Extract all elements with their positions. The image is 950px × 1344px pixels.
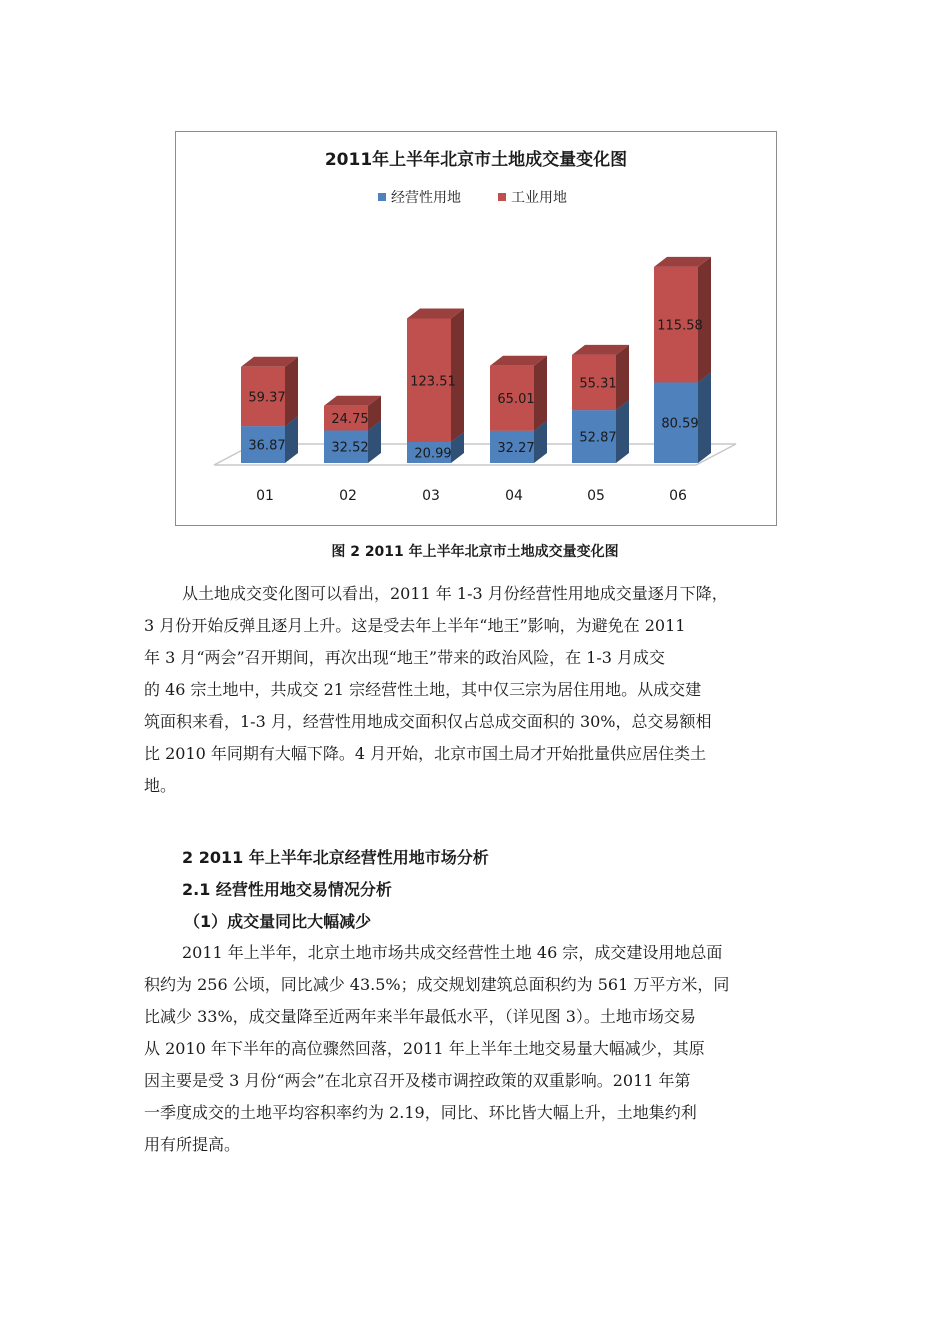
paragraph-line: 的 46 宗土地中，共成交 21 宗经营性土地，其中仅三宗为居住用地。从成交建 <box>144 680 702 699</box>
paragraph-line: 2011 年上半年，北京土地市场共成交经营性土地 46 宗，成交建设用地总面 <box>182 943 723 962</box>
x-tick-label: 01 <box>256 488 274 504</box>
chart-title: 2011年上半年北京市土地成交量变化图 <box>324 150 628 170</box>
paragraph-line: 比 2010 年同期有大幅下降。4 月开始，北京市国土局才开始批量供应居住类土 <box>144 744 707 763</box>
bar-segment-industrial <box>572 345 629 410</box>
chart-bars <box>241 257 711 463</box>
bar-segment-industrial <box>407 309 464 443</box>
paragraph-1 <box>144 578 806 802</box>
paragraph-line: 从 2010 年下半年的高位骤然回落，2011 年上半年土地交易量大幅减少，其原 <box>144 1039 705 1058</box>
x-tick-label: 02 <box>339 488 357 504</box>
paragraph-line: 比减少 33%，成交量降至近两年来半年最低水平，（详见图 3）。土地市场交易 <box>144 1007 696 1026</box>
bar-segment-industrial <box>241 357 298 426</box>
data-label: 32.52 <box>331 440 369 456</box>
legend-swatch-business <box>378 193 386 201</box>
data-label: 24.75 <box>331 412 369 428</box>
paragraph-line: 年 3 月“两会”召开期间，再次出现“地王”带来的政治风险，在 1-3 月成交 <box>144 648 666 667</box>
paragraph-line: 地。 <box>144 776 177 795</box>
paragraph-line: 用有所提高。 <box>144 1135 241 1154</box>
data-label: 65.01 <box>497 392 535 408</box>
legend-label-industrial: 工业用地 <box>511 190 567 206</box>
paragraph-line: 一季度成交的土地平均容积率约为 2.19，同比、环比皆大幅上升，土地集约利 <box>144 1103 697 1122</box>
data-label: 52.87 <box>579 430 617 446</box>
section-heading-2-1: 2.1 经营性用地交易情况分析 <box>182 880 392 899</box>
legend-swatch-industrial <box>498 193 506 201</box>
data-label: 36.87 <box>248 438 286 454</box>
paragraph-line: 从土地成交变化图可以看出，2011 年 1-3 月份经营性用地成交量逐月下降， <box>182 584 728 603</box>
bar-side <box>616 345 629 410</box>
bar-side <box>534 356 547 431</box>
figure-caption: 图 2 2011 年上半年北京市土地成交量变化图 <box>331 544 619 560</box>
bar-side <box>698 372 711 463</box>
chart-legend <box>378 189 567 206</box>
bar-segment-business <box>654 372 711 463</box>
chart-frame <box>175 131 777 526</box>
stacked-bar-chart <box>176 132 776 525</box>
data-label: 115.58 <box>657 318 703 334</box>
data-label: 80.59 <box>661 416 699 432</box>
legend-label-business: 经营性用地 <box>391 190 461 206</box>
bar-segment-industrial <box>490 356 547 431</box>
data-label: 20.99 <box>414 446 452 462</box>
paragraph-line: 因主要是受 3 月份“两会”在北京召开及楼市调控政策的双重影响。2011 年第 <box>144 1071 691 1090</box>
bar-segment-industrial <box>324 396 381 431</box>
x-axis-labels <box>256 488 687 504</box>
paragraph-2 <box>144 937 806 1161</box>
paragraph-line: 3 月份开始反弹且逐月上升。这是受去年上半年“地王”影响，为避免在 2011 <box>144 616 686 635</box>
data-label: 32.27 <box>497 440 535 456</box>
data-label: 59.37 <box>248 390 286 406</box>
bar-segment-industrial <box>654 257 711 383</box>
paragraph-line: 筑面积来看，1-3 月，经营性用地成交面积仅占总成交面积的 30%，总交易额相 <box>144 712 712 731</box>
x-tick-label: 03 <box>422 488 440 504</box>
bar-side <box>285 357 298 426</box>
x-tick-label: 05 <box>587 488 605 504</box>
data-label: 55.31 <box>579 376 617 392</box>
data-label: 123.51 <box>410 374 456 390</box>
bar-side <box>616 400 629 463</box>
paragraph-line: 积约为 256 公顷，同比减少 43.5%；成交规划建筑总面积约为 561 万平方米，同 <box>144 975 730 994</box>
x-tick-label: 06 <box>669 488 687 504</box>
x-tick-label: 04 <box>505 488 523 504</box>
subsection-heading: （1）成交量同比大幅减少 <box>184 912 372 931</box>
section-heading-2: 2 2011 年上半年北京经营性用地市场分析 <box>182 848 489 867</box>
